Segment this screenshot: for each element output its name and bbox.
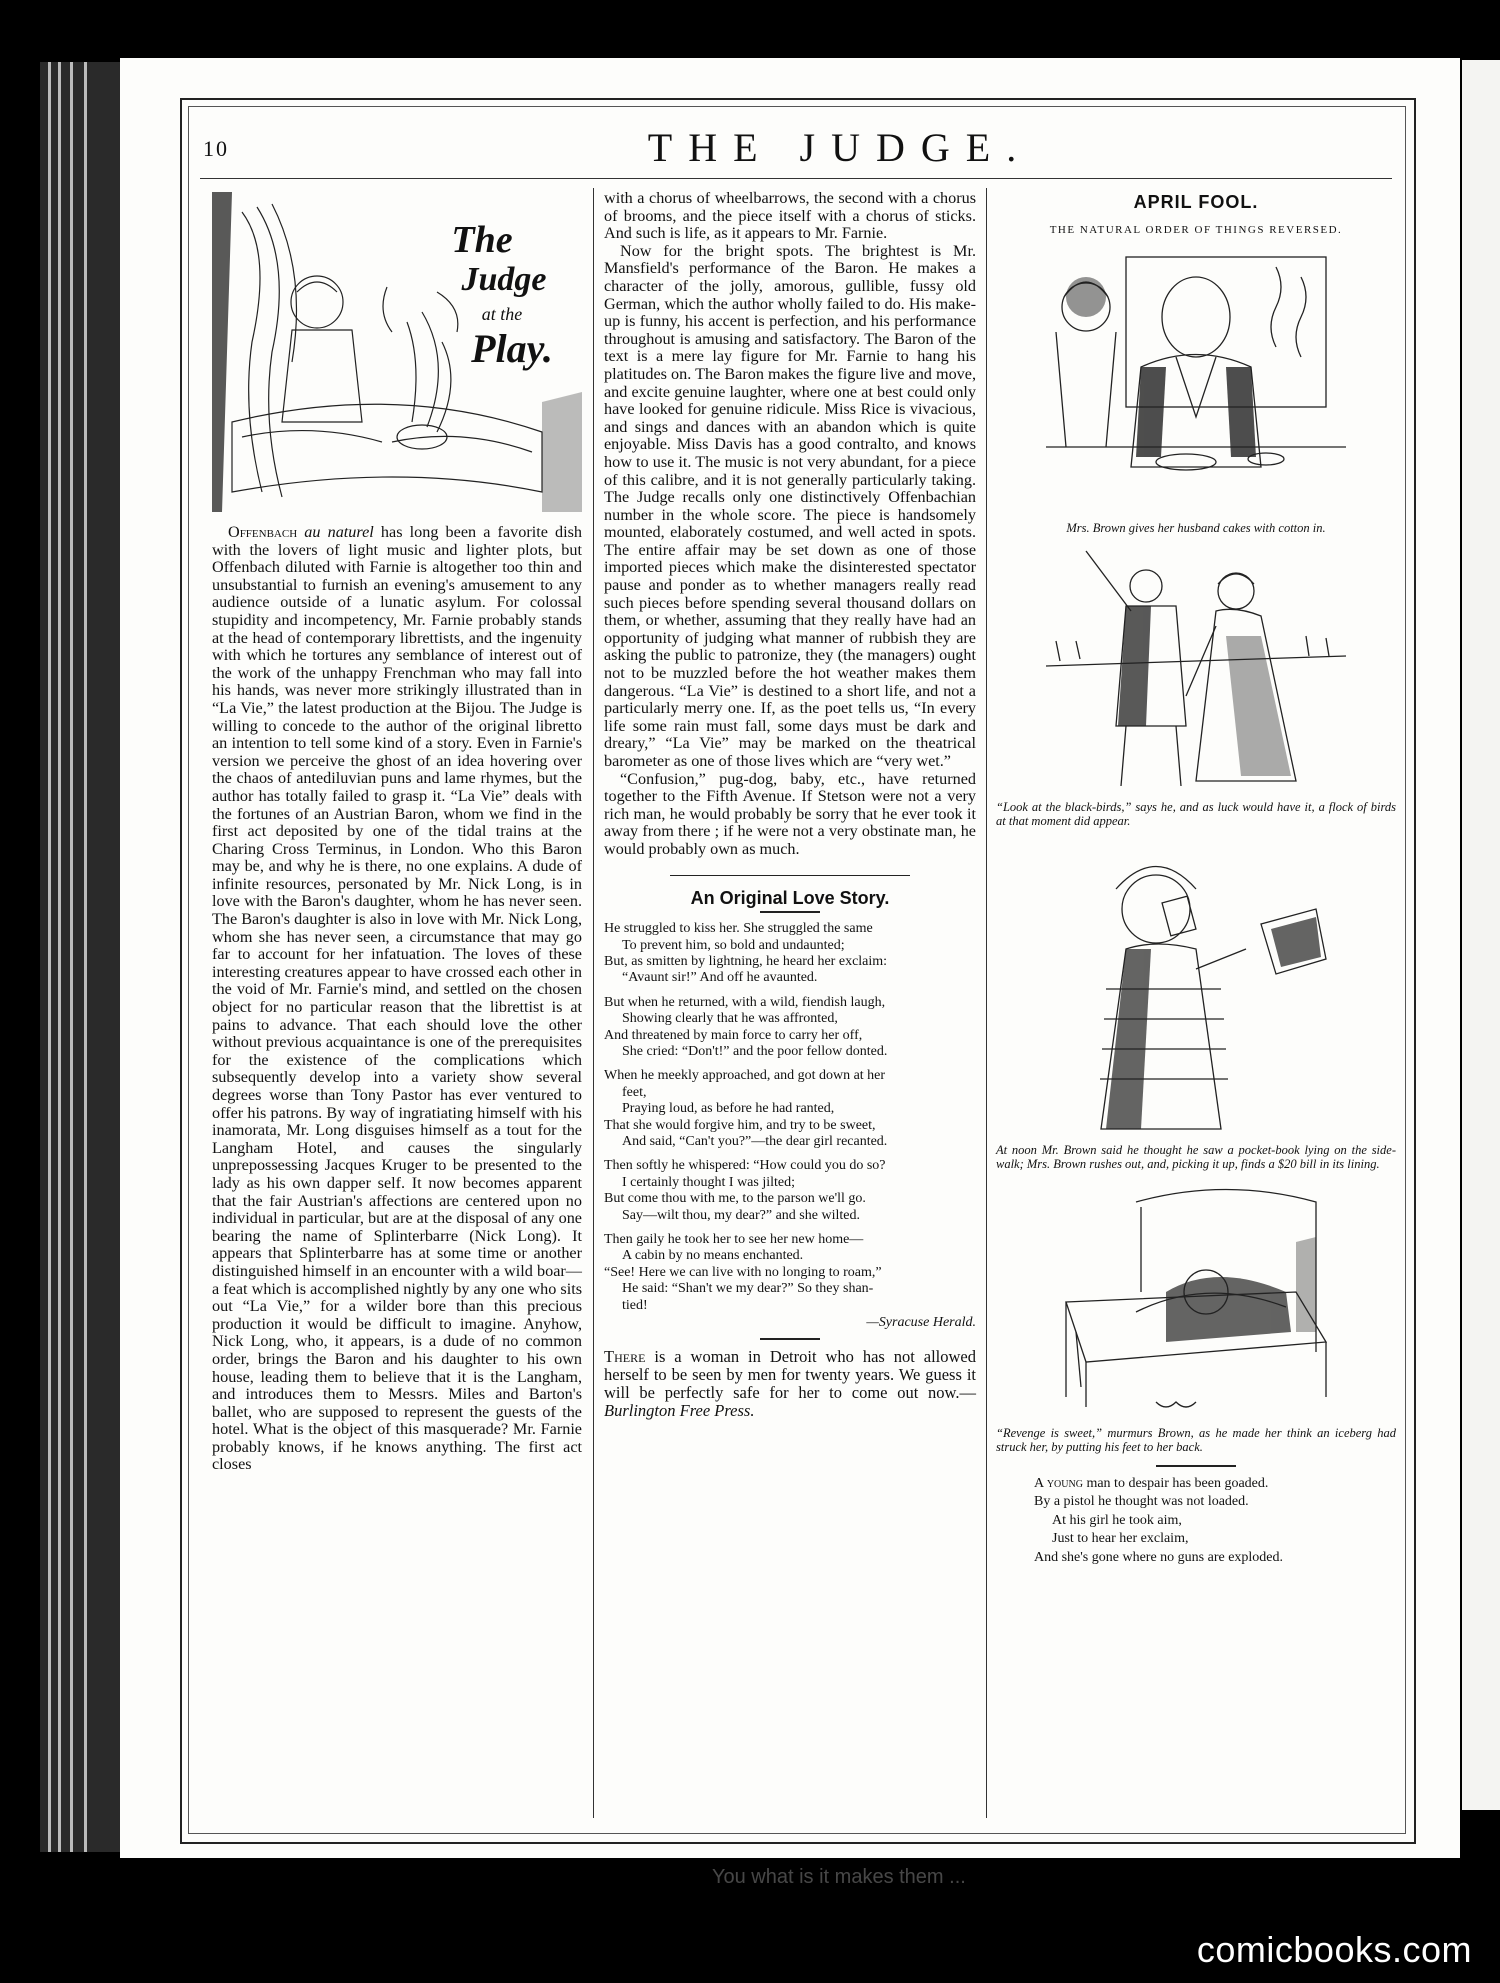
poem-line: That she would forgive him, and try to be sweet, bbox=[604, 1117, 876, 1133]
book-binding bbox=[40, 62, 130, 1852]
cartoon-panel-3 bbox=[1046, 839, 1346, 1139]
april-fool-subtitle: THE NATURAL ORDER OF THINGS REVERSED. bbox=[1049, 223, 1343, 236]
poem-line: feet, bbox=[622, 1084, 647, 1100]
section-rule bbox=[670, 875, 910, 876]
poem-line: I certainly thought I was jilted; bbox=[622, 1174, 796, 1190]
review-paragraph: Now for the bright spots. The brightest is Mr. Mansfield's performance of the Baron. He makes a character of the jolly, amorous, gullible, fussy old German, which the author wholly failed to do. His make-up is funny, his accent is perfection, and his performance throughout is amusing and satisfactory. The Baron of the text is a mere lay figure for Mr. Farnie to hang his platitudes on. The Baron makes the figure live and move, and excite genuine laughter, where one at best could only have looked for genuine ridicule. Miss Rice is vivacious, and sings and dances with an abandon which is quite enjoyable. Miss Davis has a good contralto, and knows how to use it. The music is not very abundant, for a piece of this calibre, and it is not generally particularly taking. The Judge recalls only one distinctively Offenbachian number in the whole score. The piece is handsomely mounted, elaborately costumed, and well acted in spots. The entire affair may be set down as one of those imported pieces which make the disinterested spectator pause and ponder as to whether managers really read such pieces before spending several thousand dollars on them, or whether, assuming that they really have had an opportunity of judging what manner of rubbish they are asking the public to patronize, they (the managers) ought not to be muzzled before the hot weather makes them dangerous. “La Vie” is destined to a short life, and not a particularly merry one. If, as the poet tells us, “In every life some rain must fall, some days must be dark and dreary,” “La Vie” may be marked on the theatrical barometer as one of those lives which are “very wet.” bbox=[604, 241, 976, 770]
detroit-lead: There bbox=[604, 1346, 646, 1366]
poem-line: But, as smitten by lightning, he heard her exclaim: bbox=[604, 953, 888, 969]
caption-4: “Revenge is sweet,” murmurs Brown, as he made her think an iceberg had struck her, by putting his feet to her back. bbox=[996, 1425, 1396, 1455]
verse-line: Just to hear her exclaim, bbox=[1052, 1531, 1189, 1547]
verse-line bbox=[1034, 1475, 1396, 1494]
section-rule bbox=[1156, 1465, 1236, 1467]
page-number: 10 bbox=[203, 136, 229, 161]
cartoon-panel-2 bbox=[1046, 546, 1346, 796]
review-paragraph: “Confusion,” pug-dog, baby, etc., have returned together to the Fifth Avenue. If Stetson were not a very rich man, he would probably be sorry that he ever took it away from there ; if he were not a very obstinate man, he would probably own as much. bbox=[604, 769, 976, 858]
review-text bbox=[212, 524, 582, 1474]
poem-line: Praying loud, as before he had ranted, bbox=[622, 1101, 835, 1117]
poem-credit: —Syracuse Herald. bbox=[866, 1315, 976, 1331]
review-lead: Offenbach bbox=[228, 523, 305, 541]
poem-line: He struggled to kiss her. She struggled the same bbox=[604, 921, 873, 937]
poem-line: Say—wilt thou, my dear?” and she wilted. bbox=[622, 1207, 860, 1223]
poem-line bbox=[604, 1060, 976, 1068]
poem-line: “See! Here we can live with no longing to roam,” bbox=[604, 1264, 882, 1280]
poem-line: But when he returned, with a wild, fiendish laugh, bbox=[604, 994, 886, 1010]
theatre-box-illustration bbox=[212, 192, 582, 512]
facing-page-edge bbox=[1462, 60, 1500, 1810]
review-paragraph: with a chorus of wheelbarrows, the second with a chorus of brooms, and the piece itself with a chorus of sticks. And such is life, as it appears to Mr. Farnie. bbox=[604, 189, 976, 243]
right-column bbox=[996, 190, 1396, 1567]
section-rule bbox=[760, 1338, 820, 1340]
svg-text:Judge: Judge bbox=[461, 261, 547, 298]
poem-line bbox=[604, 1224, 976, 1232]
review-italic: au naturel bbox=[304, 523, 381, 541]
detroit-credit: Burlington Free Press. bbox=[604, 1400, 755, 1420]
poem-line: Showing clearly that he was affronted, bbox=[622, 1011, 838, 1027]
cartoon-panel-1 bbox=[1046, 247, 1346, 517]
verse bbox=[996, 1475, 1396, 1568]
column-rule-2 bbox=[986, 188, 987, 1818]
detroit-item bbox=[604, 1348, 976, 1420]
poem-line: Then gaily he took her to see her new home— bbox=[604, 1232, 864, 1248]
poem-line: To prevent him, so bold and undaunted; bbox=[622, 937, 845, 953]
review-continued bbox=[604, 190, 976, 859]
column-rule-1 bbox=[593, 188, 594, 1818]
poem-line: But come thou with me, to the parson we'll go. bbox=[604, 1191, 866, 1207]
site-watermark: comicbooks.com bbox=[1196, 1929, 1472, 1970]
detroit-text: is a woman in Detroit who has not allowed herself to be seen by men for twenty years. We guess it will be perfectly safe for her to come out now.— bbox=[604, 1346, 977, 1402]
review-body: has long been a favorite dish with the lovers of light music and lighter plots, but Offenbach diluted with Farnie is altogether too thin and unsubstantial to furnish an evening's amusement to any audience outside of a lunatic asylum. For colossal stupidity and incompetency, Mr. Farnie probably stands at the head of contemporary librettists, and the ingenuity with which he tortures any semblance of interest out of the work of the unhappy Frenchman who may fall into his hands, was never more strikingly illustrated than in “La Vie,” the latest production at the Bijou. The Judge is willing to concede to the author of the original libretto an intention to tell some kind of a story. Even in Farnie's version we perceive the ghost of an idea hovering over the chaos of antediluvian puns and lame rhymes, but the author has totally failed to grasp it. “La Vie” deals with the fortunes of an Austrian Baron, whom we find in the first act deposited by one of the tidal trains at the Charing Cross Terminus, in London. Who this Baron may be, and why he is there, no one explains. A dude of infinite resources, personated by Mr. Nick Long, is in love with the Baron's daughter, whom he has never seen. The Baron's daughter is also in love with Mr. Nick Long, whom she has never seen, a circumstance that may go far to account for her infatuation. The loves of these interesting creatures appear to have crossed each other in the void of Mr. Farnie's mind, and settled on the chosen object for no particular reason that the librettist is at pains to advance. That each should love the other without previous acquaintance is one of the prerequisites for the existence of the complications which subsequently develop into a variety show several degrees worse than Tony Pastor has ever ventured to offer his patrons. By way of ingratiating himself with his inamorata, Mr. Long disguises himself as a tout for the Langham Hotel, and causes the singularly unprepossessing Jacques Kruger to be presented to the lady as his own dapper self. It now becomes apparent that the fair Austrian's affections are centered upon no individual in particular, but are at the disposal of any one bearing the name of Splinterbarre (Nick Long). It appears that Splinterbarre has at some time or another distinguished himself in an encounter with a wild boar—a feat which is accomplished nightly by any one who sits out “La Vie,” for a wilder bore than this precious production it would be difficult to imagine. Anyhow, Nick Long, who, it appears, is a dude of no common order, brings the Baron and his daughter to his own house, leading them to believe that it is the Langham, and introduces them to Messrs. Miles and Barton's ballet, who are supposed to represent the guests of the hotel. What is the object of this masquerade? Mr. Farnie probably knows, if he knows anything. The first act closes bbox=[212, 523, 583, 1474]
poem-line: tied! bbox=[622, 1297, 648, 1313]
poem-line bbox=[604, 1150, 976, 1158]
judge-at-the-play-header bbox=[212, 192, 582, 512]
poem-line: A cabin by no means enchanted. bbox=[622, 1248, 804, 1264]
poem-body bbox=[604, 921, 976, 1314]
poem-line: He said: “Shan't we my dear?” So they shan- bbox=[622, 1281, 874, 1297]
poem-line: She cried: “Don't!” and the poor fellow donted. bbox=[622, 1044, 888, 1059]
middle-column bbox=[604, 190, 976, 1420]
verse-line: By a pistol he thought was not loaded. bbox=[1034, 1494, 1249, 1510]
poem-line: And threatened by main force to carry her off, bbox=[604, 1027, 863, 1043]
poem-line: Then softly he whispered: “How could you do so? bbox=[604, 1158, 886, 1174]
caption-2: “Look at the black-birds,” says he, and as luck would have it, a flock of birds at that moment did appear. bbox=[996, 799, 1396, 829]
masthead: THE JUDGE. bbox=[647, 125, 1033, 170]
poem-line: “Avaunt sir!” And off he avaunted. bbox=[622, 970, 818, 986]
left-column bbox=[212, 192, 582, 1474]
caption-3: At noon Mr. Brown said he thought he saw a pocket-book lying on the side-walk; Mrs. Brown rushes out, and, picking it up, finds a $20 bill in its lining. bbox=[996, 1142, 1396, 1172]
poem-line: And said, “Can't you?”—the dear girl recanted. bbox=[622, 1134, 888, 1150]
cartoon-panel-4 bbox=[1046, 1182, 1346, 1422]
verse-text: man to despair has been goaded. bbox=[1086, 1475, 1269, 1491]
april-fool-title: APRIL FOOL. bbox=[1133, 192, 1259, 212]
masthead-rule bbox=[200, 178, 1392, 179]
svg-text:Play.: Play. bbox=[471, 326, 553, 371]
verse-line: And she's gone where no guns are exploded. bbox=[1034, 1549, 1284, 1565]
caption-1: Mrs. Brown gives her husband cakes with cotton in. bbox=[1066, 521, 1326, 536]
verse-lead: A young bbox=[1034, 1475, 1087, 1491]
poem-title: An Original Love Story. bbox=[690, 887, 890, 908]
bleed-through-text: You what is it makes them ... bbox=[712, 1866, 966, 1888]
svg-text:at the: at the bbox=[481, 304, 523, 324]
poem-line: When he meekly approached, and got down at her bbox=[604, 1068, 886, 1084]
verse-line: At his girl he took aim, bbox=[1052, 1512, 1182, 1528]
svg-text:The: The bbox=[451, 219, 513, 261]
title-rule bbox=[760, 911, 820, 913]
newspaper-page bbox=[120, 58, 1460, 1858]
poem-line bbox=[604, 987, 976, 995]
